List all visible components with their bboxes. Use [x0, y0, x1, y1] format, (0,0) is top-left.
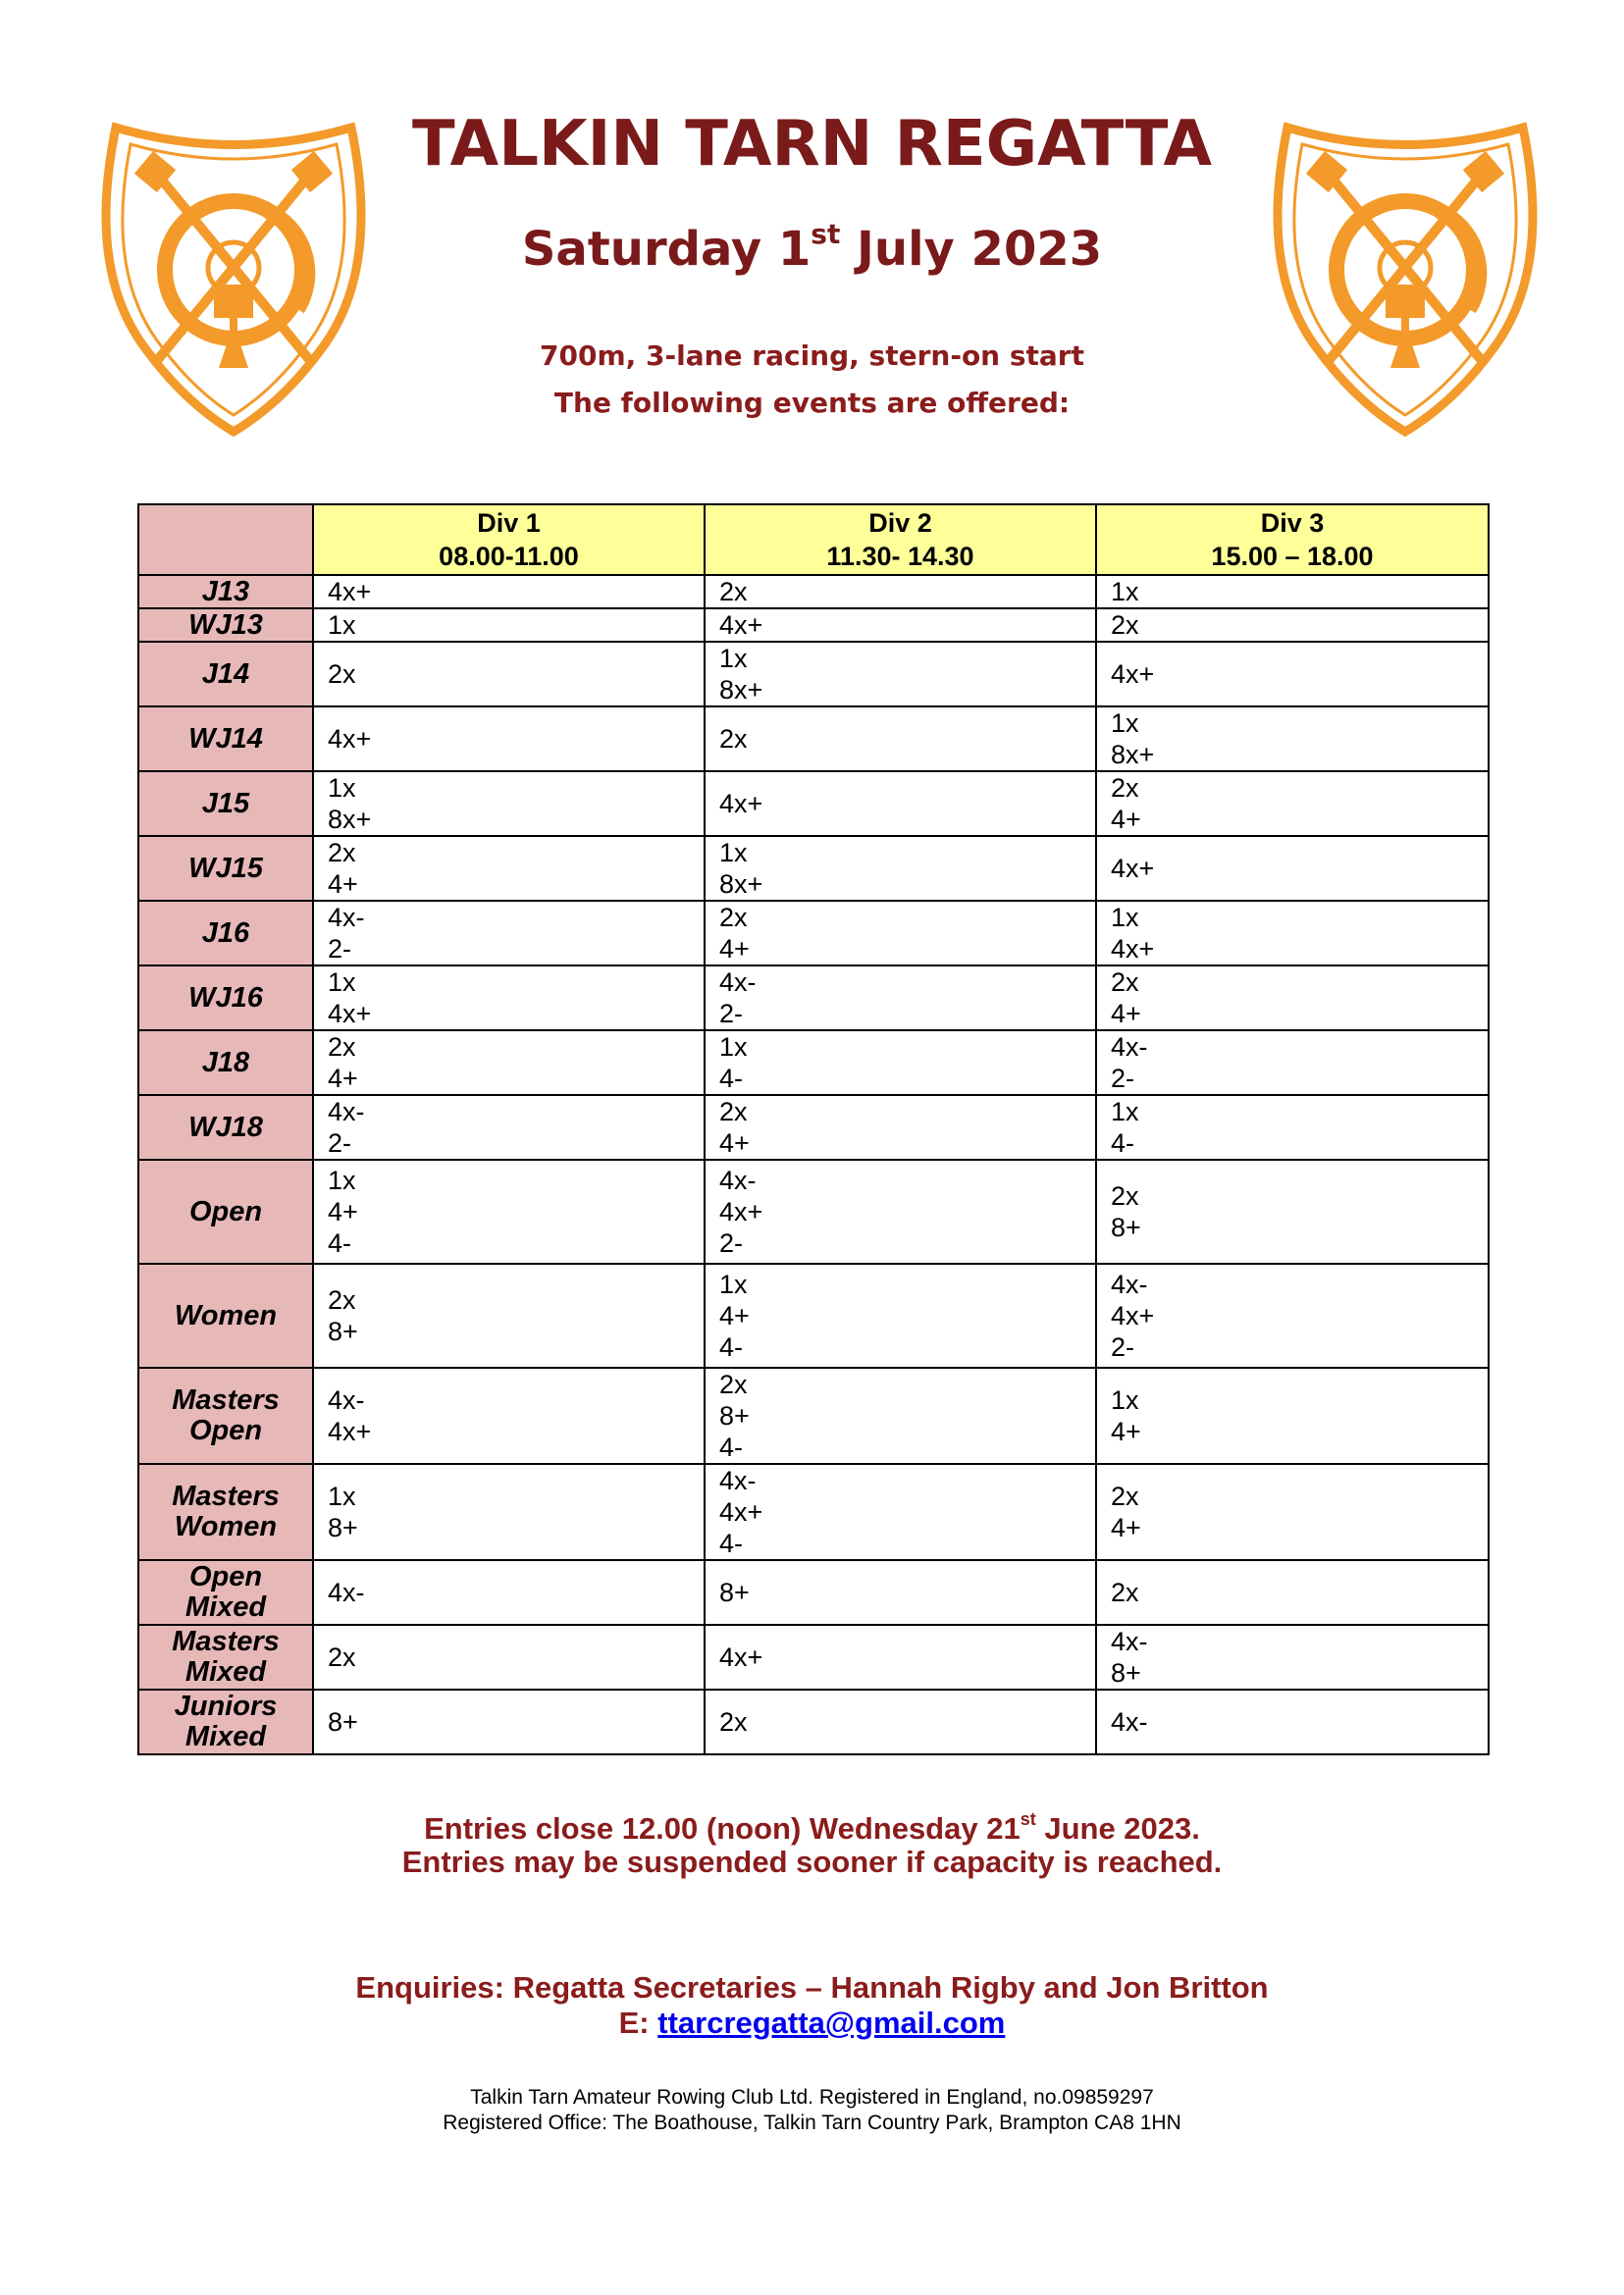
- category-cell: [138, 1264, 313, 1368]
- boat-class: 4x-: [328, 1578, 365, 1607]
- event-cell: [1096, 1560, 1489, 1625]
- boat-class: 2x: [719, 724, 748, 754]
- boat-class: 4x+: [719, 1497, 763, 1527]
- event-cell: [705, 1095, 1096, 1160]
- event-cell: [705, 1464, 1096, 1560]
- category-label: Mixed: [184, 1656, 267, 1688]
- event-cell: [1096, 1160, 1489, 1264]
- boat-class: 2x: [328, 1285, 356, 1315]
- boat-class: 4x-: [719, 1166, 757, 1195]
- category-cell: [138, 1464, 313, 1560]
- category-cell: [138, 901, 313, 965]
- table-row: [138, 771, 1489, 836]
- category-cell: [138, 706, 313, 771]
- category-label: WJ14: [188, 722, 263, 755]
- boat-class: 2x: [719, 577, 748, 606]
- category-label: Women: [174, 1511, 278, 1542]
- boat-class: 4+: [719, 934, 750, 964]
- event-cell: [1096, 706, 1489, 771]
- boat-class: 2-: [328, 934, 352, 964]
- boat-class: 4x-: [1111, 1032, 1148, 1062]
- boat-class: 2-: [719, 999, 744, 1028]
- table-header-row: [138, 504, 1489, 575]
- event-cell: [1096, 608, 1489, 642]
- boat-class: 4x+: [328, 724, 372, 754]
- entries-suspended-notice: Entries may be suspended sooner if capacity is reached.: [401, 1845, 1223, 1879]
- boat-class: 4x+: [719, 1197, 763, 1226]
- boat-class: 1x: [328, 610, 356, 640]
- boat-class: 1x: [1111, 577, 1139, 606]
- boat-class: 2-: [1111, 1332, 1135, 1362]
- event-cell: [1096, 1095, 1489, 1160]
- table-row: [138, 1690, 1489, 1754]
- boat-class: 4x+: [1111, 1301, 1155, 1330]
- event-cell: [313, 1095, 705, 1160]
- event-cell: [1096, 965, 1489, 1030]
- boat-class: 2x: [719, 1370, 748, 1399]
- boat-class: 1x: [1111, 1385, 1139, 1415]
- category-cell: [138, 1625, 313, 1690]
- event-cell: [313, 642, 705, 706]
- event-cell: [1096, 1625, 1489, 1690]
- event-cell: [1096, 901, 1489, 965]
- boat-class: 4x-: [1111, 1627, 1148, 1656]
- boat-class: 2x: [1111, 773, 1139, 803]
- boat-class: 4-: [328, 1228, 352, 1258]
- boat-class: 4x+: [719, 1643, 763, 1672]
- table-row: [138, 1095, 1489, 1160]
- event-cell: [705, 1560, 1096, 1625]
- boat-class: 2x: [1111, 1482, 1139, 1511]
- boat-class: 4x+: [1111, 854, 1155, 883]
- event-cell: [705, 1030, 1096, 1095]
- footer-address: Registered Office: The Boathouse, Talkin Tarn Country Park, Brampton CA8 1HN: [443, 2112, 1181, 2134]
- event-cell: [313, 836, 705, 901]
- race-format: 700m, 3-lane racing, stern-on start: [540, 339, 1084, 372]
- category-label: Mixed: [184, 1721, 267, 1752]
- boat-class: 4x-: [328, 903, 365, 932]
- event-cell: [313, 1464, 705, 1560]
- boat-class: 2x: [328, 1032, 356, 1062]
- date-suffix: July 2023: [840, 222, 1103, 277]
- event-cell: [705, 575, 1096, 608]
- category-cell: [138, 1030, 313, 1095]
- boat-class: 2x: [1111, 1578, 1139, 1607]
- entries-close-ordinal: st: [1020, 1809, 1036, 1829]
- boat-class: 2x: [719, 1707, 748, 1737]
- boat-class: 1x: [1111, 1097, 1139, 1126]
- boat-class: 4x-: [1111, 1707, 1148, 1737]
- boat-class: 1x: [719, 1270, 748, 1299]
- event-cell: [705, 642, 1096, 706]
- boat-class: 2x: [328, 659, 356, 689]
- event-date: [0, 218, 1624, 277]
- event-cell: [705, 706, 1096, 771]
- category-label: Mixed: [184, 1591, 267, 1623]
- event-cell: [313, 575, 705, 608]
- division-time: 08.00-11.00: [439, 542, 579, 571]
- event-cell: [313, 1264, 705, 1368]
- event-cell: [1096, 836, 1489, 901]
- category-label: Open: [188, 1415, 263, 1446]
- date-ordinal: st: [811, 218, 841, 250]
- table-row: [138, 1030, 1489, 1095]
- event-cell: [313, 608, 705, 642]
- category-cell: [138, 1690, 313, 1754]
- category-cell: [138, 771, 313, 836]
- boat-class: 4-: [719, 1332, 744, 1362]
- table-row: [138, 1264, 1489, 1368]
- event-cell: [1096, 1690, 1489, 1754]
- event-cell: [705, 836, 1096, 901]
- boat-class: 1x: [1111, 903, 1139, 932]
- event-cell: [1096, 642, 1489, 706]
- email-line: [0, 2006, 1624, 2041]
- boat-class: 4-: [719, 1064, 744, 1093]
- entries-close-suffix: June 2023.: [1035, 1811, 1200, 1846]
- boat-class: 4+: [328, 1197, 358, 1226]
- event-cell: [1096, 1030, 1489, 1095]
- event-cell: [313, 771, 705, 836]
- table-row: [138, 1560, 1489, 1625]
- boat-class: 1x: [719, 838, 748, 867]
- boat-class: 8+: [328, 1317, 358, 1346]
- table-row: [138, 575, 1489, 608]
- boat-class: 4x-: [328, 1097, 365, 1126]
- event-cell: [705, 1690, 1096, 1754]
- table-row: [138, 1464, 1489, 1560]
- category-cell: [138, 608, 313, 642]
- event-cell: [705, 901, 1096, 965]
- boat-class: 4+: [1111, 999, 1141, 1028]
- table-row: [138, 706, 1489, 771]
- enquiries-line: Enquiries: Regatta Secretaries – Hannah Rigby and Jon Britton: [355, 1970, 1269, 2005]
- division-header: [313, 504, 705, 575]
- category-label: Juniors: [174, 1691, 278, 1722]
- division-name: Div 1: [477, 508, 541, 538]
- category-cell: [138, 836, 313, 901]
- email-prefix: E:: [618, 2006, 658, 2040]
- event-cell: [313, 901, 705, 965]
- boat-class: 2x: [328, 838, 356, 867]
- corner-cell: [138, 504, 313, 575]
- event-cell: [313, 1625, 705, 1690]
- boat-class: 4x-: [1111, 1270, 1148, 1299]
- category-label: J15: [201, 787, 250, 819]
- table-row: [138, 608, 1489, 642]
- category-label: Masters: [172, 1626, 280, 1657]
- boat-class: 8+: [328, 1707, 358, 1737]
- boat-class: 4x+: [719, 610, 763, 640]
- boat-class: 4x-: [719, 967, 757, 997]
- division-header: [1096, 504, 1489, 575]
- boat-class: 2-: [719, 1228, 744, 1258]
- event-cell: [1096, 771, 1489, 836]
- category-label: WJ15: [188, 852, 263, 884]
- category-label: J16: [201, 916, 250, 949]
- category-label: Women: [174, 1299, 278, 1331]
- boat-class: 1x: [328, 773, 356, 803]
- boat-class: 4-: [1111, 1128, 1135, 1158]
- event-cell: [313, 1030, 705, 1095]
- email-link[interactable]: ttarcregatta@gmail.com: [657, 2006, 1006, 2040]
- boat-class: 8+: [719, 1578, 750, 1607]
- events-table: [137, 503, 1490, 1755]
- footer-registration: Talkin Tarn Amateur Rowing Club Ltd. Registered in England, no.09859297: [470, 2086, 1154, 2109]
- category-cell: [138, 575, 313, 608]
- boat-class: 2-: [328, 1128, 352, 1158]
- division-name: Div 3: [1260, 508, 1325, 538]
- category-label: WJ16: [188, 981, 263, 1014]
- event-cell: [1096, 575, 1489, 608]
- division-header: [705, 504, 1096, 575]
- division-time: 11.30- 14.30: [826, 542, 974, 571]
- event-cell: [1096, 1264, 1489, 1368]
- boat-class: 2-: [1111, 1064, 1135, 1093]
- boat-class: 4x+: [719, 789, 763, 818]
- table-row: [138, 1625, 1489, 1690]
- boat-class: 4x+: [328, 999, 372, 1028]
- event-cell: [705, 1264, 1096, 1368]
- event-cell: [705, 1368, 1096, 1464]
- table-row: [138, 642, 1489, 706]
- category-label: Open: [188, 1195, 263, 1227]
- category-label: WJ18: [188, 1111, 263, 1143]
- category-cell: [138, 965, 313, 1030]
- boat-class: 4+: [719, 1301, 750, 1330]
- boat-class: 4-: [719, 1529, 744, 1558]
- boat-class: 4x+: [1111, 659, 1155, 689]
- boat-class: 2x: [719, 903, 748, 932]
- category-label: J14: [201, 657, 250, 690]
- entries-close-notice: [0, 1809, 1624, 1847]
- boat-class: 4+: [328, 869, 358, 899]
- boat-class: 8x+: [328, 805, 372, 834]
- event-cell: [705, 608, 1096, 642]
- date-prefix: Saturday 1: [521, 222, 812, 277]
- boat-class: 4x+: [328, 577, 372, 606]
- division-time: 15.00 – 18.00: [1211, 542, 1374, 571]
- table-row: [138, 1160, 1489, 1264]
- category-label: Masters: [172, 1481, 280, 1512]
- division-name: Div 2: [868, 508, 932, 538]
- category-cell: [138, 1160, 313, 1264]
- boat-class: 8x+: [1111, 740, 1155, 769]
- boat-class: 4-: [719, 1433, 744, 1462]
- boat-class: 2x: [1111, 967, 1139, 997]
- boat-class: 4x+: [1111, 934, 1155, 964]
- event-cell: [705, 965, 1096, 1030]
- boat-class: 4+: [1111, 1417, 1141, 1446]
- category-cell: [138, 1095, 313, 1160]
- page-title: TALKIN TARN REGATTA: [411, 108, 1213, 181]
- boat-class: 4x-: [719, 1466, 757, 1495]
- boat-class: 4+: [1111, 805, 1141, 834]
- category-label: Masters: [172, 1384, 280, 1416]
- events-intro: The following events are offered:: [553, 387, 1071, 419]
- table-row: [138, 836, 1489, 901]
- boat-class: 4x+: [328, 1417, 372, 1446]
- event-cell: [1096, 1368, 1489, 1464]
- event-cell: [705, 1625, 1096, 1690]
- boat-class: 4+: [328, 1064, 358, 1093]
- category-cell: [138, 1368, 313, 1464]
- category-label: Open: [188, 1561, 263, 1592]
- boat-class: 2x: [1111, 1181, 1139, 1211]
- table-row: [138, 965, 1489, 1030]
- entries-close-prefix: Entries close 12.00 (noon) Wednesday 21: [424, 1811, 1021, 1846]
- boat-class: 4+: [1111, 1513, 1141, 1542]
- table-row: [138, 901, 1489, 965]
- event-cell: [313, 1368, 705, 1464]
- boat-class: 4+: [719, 1128, 750, 1158]
- event-cell: [705, 1160, 1096, 1264]
- boat-class: 2x: [328, 1643, 356, 1672]
- category-cell: [138, 642, 313, 706]
- boat-class: 8+: [1111, 1658, 1141, 1688]
- category-cell: [138, 1560, 313, 1625]
- boat-class: 2x: [1111, 610, 1139, 640]
- boat-class: 8x+: [719, 869, 763, 899]
- event-cell: [313, 1560, 705, 1625]
- boat-class: 8+: [719, 1401, 750, 1431]
- boat-class: 8+: [328, 1513, 358, 1542]
- table-row: [138, 1368, 1489, 1464]
- event-cell: [313, 965, 705, 1030]
- category-label: J18: [201, 1046, 250, 1078]
- boat-class: 1x: [328, 967, 356, 997]
- boat-class: 1x: [719, 644, 748, 673]
- event-cell: [313, 1160, 705, 1264]
- event-cell: [313, 1690, 705, 1754]
- boat-class: 4x-: [328, 1385, 365, 1415]
- boat-class: 1x: [328, 1482, 356, 1511]
- boat-class: 2x: [719, 1097, 748, 1126]
- event-cell: [1096, 1464, 1489, 1560]
- boat-class: 8x+: [719, 675, 763, 704]
- event-cell: [313, 706, 705, 771]
- category-label: J13: [201, 575, 250, 607]
- boat-class: 1x: [1111, 708, 1139, 738]
- category-label: WJ13: [188, 608, 263, 641]
- boat-class: 8+: [1111, 1213, 1141, 1242]
- boat-class: 1x: [719, 1032, 748, 1062]
- boat-class: 1x: [328, 1166, 356, 1195]
- event-cell: [705, 771, 1096, 836]
